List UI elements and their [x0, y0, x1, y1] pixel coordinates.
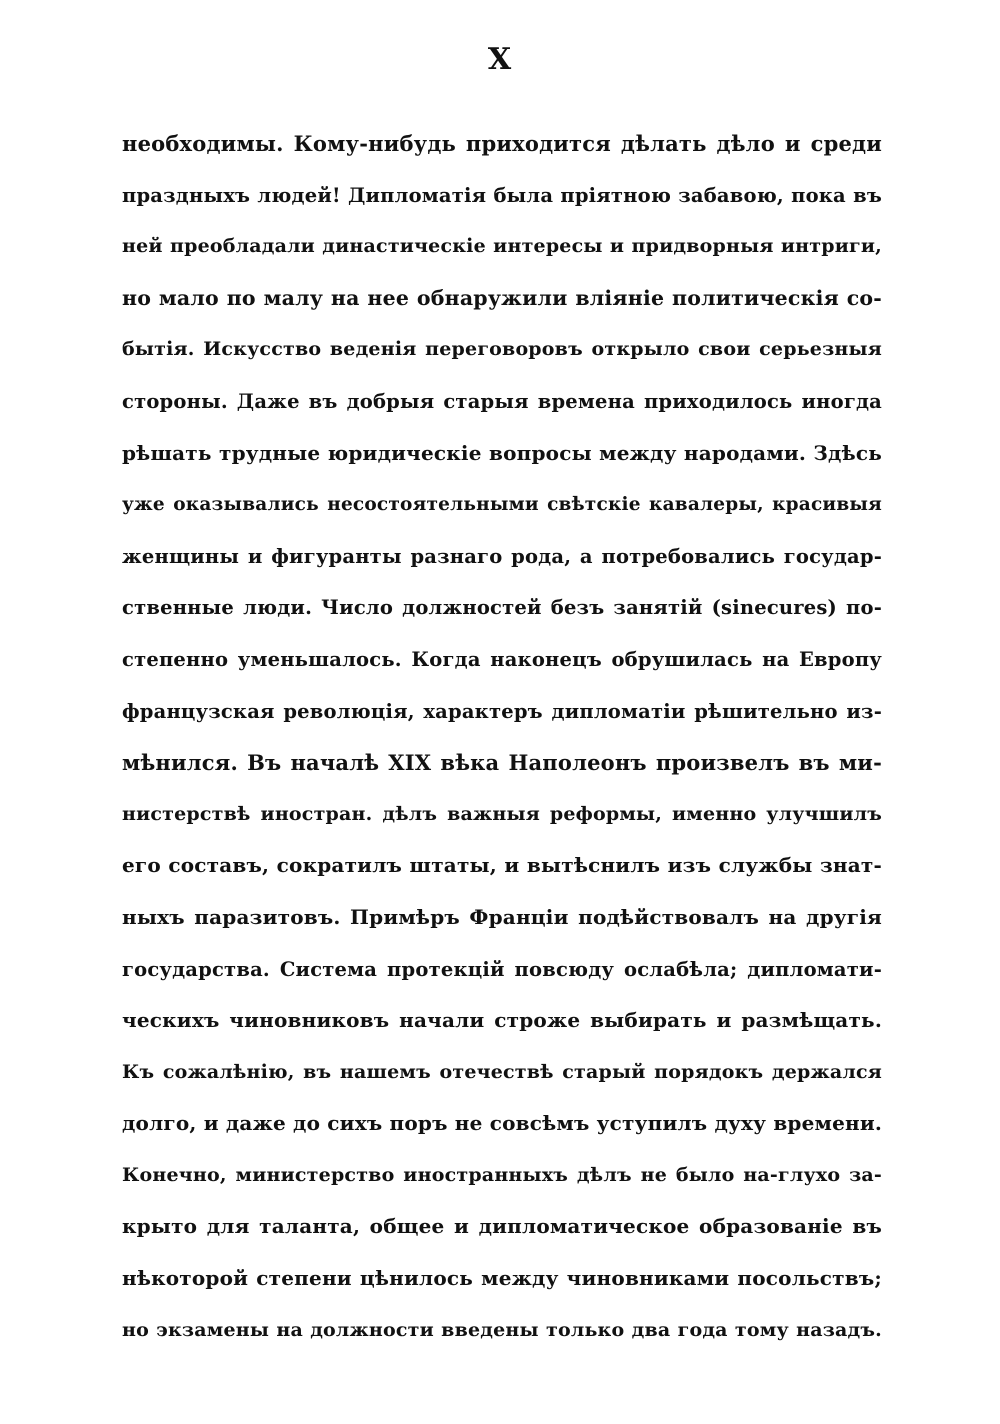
- text-line: Къ сожалѣнію, въ нашемъ отечествѣ старый порядокъ держался: [122, 1060, 882, 1083]
- text-line: Конечно, министерство иностранныхъ дѣлъ не было на-глухо за-: [122, 1163, 882, 1186]
- text-line: мѣнился. Въ началѣ XIX вѣка Наполеонъ произвелъ въ ми-: [122, 750, 882, 776]
- text-line: ней преобладали династическіе интересы и придворныя интриги,: [122, 235, 882, 258]
- text-line: женщины и фигуранты разнаго рода, а потребовались государ-: [122, 544, 882, 568]
- text-line: французская революція, характеръ дипломатіи рѣшительно из-: [122, 699, 882, 723]
- text-line: крыто для таланта, общее и дипломатическое образованіе въ: [122, 1214, 882, 1239]
- text-line: рѣшать трудные юридическіе вопросы между народами. Здѣсь: [122, 440, 882, 465]
- text-line: праздныхъ людей! Дипломатія была пріятною забавою, пока въ: [122, 183, 882, 207]
- text-line: необходимы. Кому-нибудь приходится дѣлать дѣло и среди: [122, 131, 882, 156]
- text-line: стороны. Даже въ добрыя старыя времена приходилось иногда: [122, 389, 882, 413]
- text-line: но мало по малу на нее обнаружили вліяніе политическія со-: [122, 285, 882, 310]
- text-line: нѣкоторой степени цѣнилось между чиновниками посольствъ;: [122, 1266, 882, 1291]
- text-line: нистерствѣ иностран. дѣлъ важныя реформы, именно улучшилъ: [122, 802, 882, 825]
- body-text: [122, 118, 882, 1356]
- text-line: его составъ, сократилъ штаты, и вытѣснилъ изъ службы знат-: [122, 853, 882, 878]
- text-line: степенно уменьшалось. Когда наконецъ обрушилась на Европу: [122, 647, 882, 671]
- text-line: но экзамены на должности введены только два года тому назадъ.: [122, 1318, 882, 1341]
- text-line: государства. Система протекцій повсюду ослабѣла; дипломати-: [122, 957, 882, 981]
- text-line: ственные люди. Число должностей безъ занятій (sinecures) по-: [122, 596, 882, 620]
- text-line: ческихъ чиновниковъ начали строже выбирать и размѣщать.: [122, 1008, 882, 1033]
- text-line: уже оказывались несостоятельными свѣтскіе кавалеры, красивыя: [122, 494, 882, 516]
- text-line: долго, и даже до сихъ поръ не совсѣмъ уступилъ духу времени.: [122, 1111, 883, 1136]
- text-line: бытія. Искусство веденія переговоровъ открыло свои серьезныя: [122, 338, 882, 361]
- text-line: ныхъ паразитовъ. Примѣръ Франціи подѣйствовалъ на другія: [122, 904, 882, 929]
- page-number: X: [487, 42, 513, 77]
